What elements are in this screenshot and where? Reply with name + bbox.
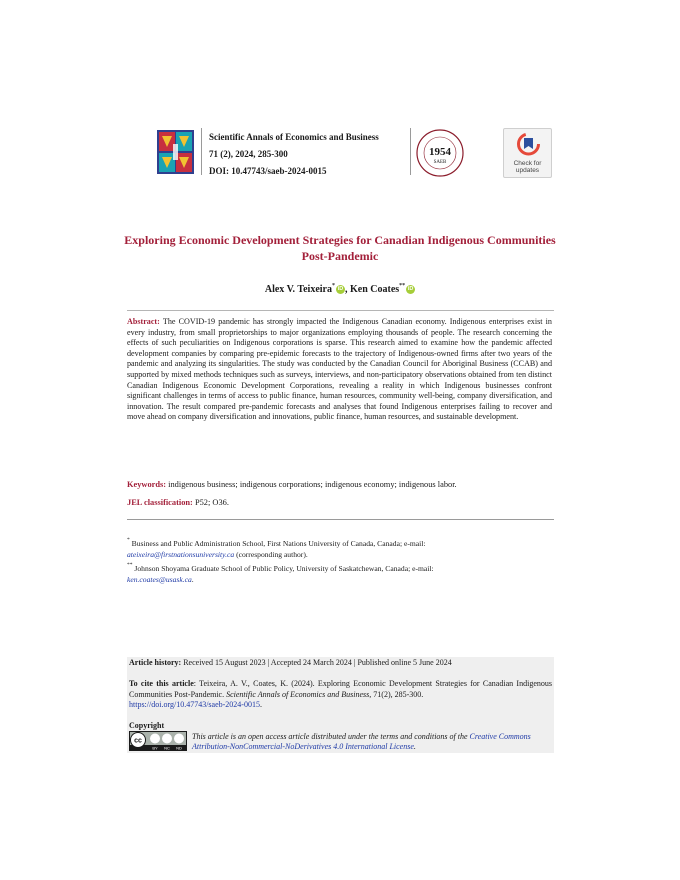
footnote-email-link[interactable]: ken.coates@usask.ca [127, 574, 192, 584]
citation-tail: , 71(2), 285-300. [369, 689, 424, 699]
abstract-bottom-rule [127, 519, 554, 520]
check-for-updates-badge[interactable] [503, 128, 552, 178]
article-history [129, 658, 552, 667]
jel-label: JEL classification: [127, 498, 193, 507]
footnote-suffix: (corresponding author). [234, 549, 308, 559]
check-updates-icon [504, 129, 553, 161]
cc-glyph: cc [134, 737, 142, 745]
journal-seal-icon [416, 129, 464, 177]
seal-year: 1954 [429, 146, 451, 158]
author-separator: , [344, 284, 350, 295]
journal-logo [157, 130, 194, 174]
footnote-suffix: . [191, 574, 194, 584]
footnote-mark: * [127, 537, 130, 543]
journal-name: Scientific Annals of Economics and Business [209, 132, 379, 142]
license-link[interactable]: Creative Commons Attribution-NonCommercial-NoDerivatives 4.0 International License [192, 732, 531, 751]
citation-doi-tail: . [259, 700, 262, 710]
citation-doi-link[interactable]: https://doi.org/10.47743/saeb-2024-0015 [129, 700, 260, 710]
footnote-text: Business and Public Administration School, First Nations University of Canada, Canada; e-mail: [131, 539, 426, 548]
keywords [127, 480, 552, 489]
seal-abbrev: SAEB [433, 160, 447, 165]
orcid-icon[interactable]: iD [337, 286, 344, 292]
history-text: Received 15 August 2023 | Accepted 24 March 2024 | Published online 5 June 2024 [181, 658, 452, 667]
footnotes [127, 535, 552, 585]
license-statement [192, 732, 552, 751]
abstract [127, 317, 552, 423]
header-divider [201, 128, 202, 175]
footnote [127, 560, 552, 585]
article-title: Exploring Economic Development Strategies for Canadian Indigenous Communities Post-Pandemic [124, 233, 556, 263]
jel-text: P52; O36. [194, 498, 229, 507]
abstract-top-rule [127, 310, 554, 311]
cc-license-icon[interactable] [129, 731, 187, 751]
author-name: Alex V. Teixeira [264, 284, 332, 295]
check-updates-label: Check for updates [513, 160, 542, 174]
copyright-label: Copyright [129, 721, 165, 730]
citation-label: To cite this article [129, 679, 194, 688]
citation-text: : Teixeira, A. V., Coates, K. (2024). Exploring Economic Development Strategies for Canadian Indigenous Communities Post-Pandemic. [129, 679, 552, 699]
author-name: Ken Coates [349, 284, 400, 295]
cc-by-label: BY [152, 745, 158, 751]
footnote-text: Johnson Shoyama Graduate School of Public Policy, University of Saskatchewan, Canada; e-mail: [134, 564, 434, 573]
cc-nc-label: NC [164, 745, 170, 751]
license-text: This article is an open access article distributed under the terms and conditions of the [192, 732, 470, 741]
footnote-mark: ** [127, 562, 133, 568]
history-label: Article history: [129, 658, 182, 667]
author-mark: * [331, 283, 335, 289]
footnote-email-link[interactable]: ateixeira@firstnationsuniversity.ca [127, 549, 235, 559]
abstract-text: The COVID-19 pandemic has strongly impacted the Indigenous Canadian economy. Indigenous enterprises exist in every industry, from small proprietorships to major organizations employing thousands of people. The research concerning the effects of such peculiarities on Indigenous corporations is sparse. This research aimed to examine how the pandemic affected development companies by comparing pre-epidemic forecasts to the trajectory of Indigenous-owned firms after two years of the pandemic and analyzing its singularities. The study was conducted by the Canadian Council for Aboriginal Business (CCAB) and supported by mixed methods techniques such as surveys, interviews, and non-participatory observations obtained from ten distinct Canadian Indigenous Economic Development Corporations, revealing a reality in which Indigenous businesses confront significant challenges in terms of access to public finance, human resources, community well-being, company diversification, and innovation. The result compared pre-pandemic forecasts and analyses that found Indigenous enterprises failing to recover and move ahead on company diversification and innovations, public finance, human resources, and sustainable development. [127, 317, 552, 422]
volume-line: 71 (2), 2024, 285-300 [209, 149, 288, 159]
orcid-icon[interactable]: iD [407, 286, 414, 292]
cc-nd-label: ND [176, 745, 182, 751]
jel-classification [127, 498, 552, 507]
abstract-label: Abstract: [127, 317, 160, 326]
author-line [120, 283, 560, 295]
header-divider [410, 128, 411, 175]
license-tail: . [413, 741, 416, 751]
citation [129, 679, 552, 711]
keywords-text: indigenous business; indigenous corporations; indigenous economy; indigenous labor. [168, 480, 457, 489]
citation-journal: Scientific Annals of Economics and Business [226, 689, 370, 699]
journal-info [209, 129, 379, 180]
footnote [127, 535, 552, 560]
author-mark: ** [399, 283, 406, 289]
keywords-label: Keywords: [127, 480, 167, 489]
doi-line[interactable]: DOI: 10.47743/saeb-2024-0015 [209, 166, 327, 176]
